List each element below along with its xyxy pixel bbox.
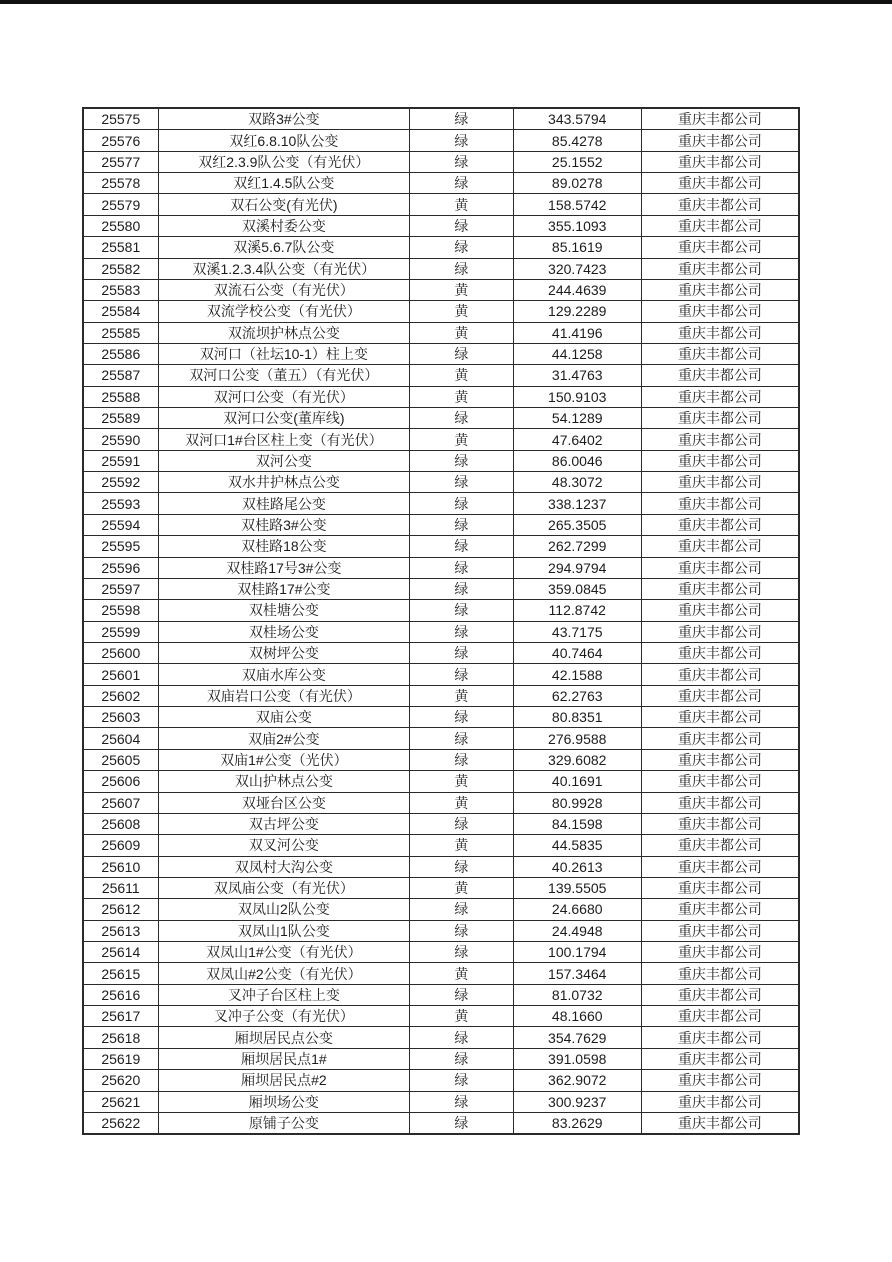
cell-company: 重庆丰都公司 (677, 175, 762, 192)
transformer-table (82, 107, 800, 1135)
table-row (84, 429, 798, 450)
cell-station-name: 双河口（社坛10-1）柱上变 (159, 344, 411, 364)
cell-load-value: 343.5794 (514, 109, 642, 129)
cell-status-color: 绿 (410, 814, 513, 834)
cell-record-id: 25601 (84, 664, 159, 684)
table-row (84, 771, 798, 792)
cell-load-value: 89.0278 (514, 173, 642, 193)
cell-station-name: 双凤山1#公变（有光伏） (159, 942, 411, 962)
table-row (84, 173, 798, 194)
cell-record-id: 25583 (84, 280, 159, 300)
cell-station-name: 双古坪公变 (159, 814, 411, 834)
cell-record-id: 25600 (84, 643, 159, 663)
cell-status-color: 绿 (410, 130, 513, 150)
cell-status-color: 绿 (410, 1070, 513, 1090)
cell-station-name: 叉冲子台区柱上变 (159, 985, 411, 1005)
cell-load-value: 40.2613 (514, 857, 642, 877)
cell-record-id: 25619 (84, 1049, 159, 1069)
cell-record-id: 25581 (84, 237, 159, 257)
cell-status-color: 黄 (410, 1006, 513, 1026)
cell-status-color: 绿 (410, 259, 513, 279)
cell-record-id: 25614 (84, 942, 159, 962)
cell-status-color: 黄 (410, 835, 513, 855)
cell-load-value: 100.1794 (514, 942, 642, 962)
cell-status-color: 黄 (410, 963, 513, 983)
cell-company: 重庆丰都公司 (677, 111, 762, 128)
cell-record-id: 25582 (84, 259, 159, 279)
cell-record-id: 25599 (84, 622, 159, 642)
cell-record-id: 25604 (84, 728, 159, 748)
cell-record-id: 25620 (84, 1070, 159, 1090)
cell-status-color: 绿 (410, 899, 513, 919)
cell-status-color: 黄 (410, 387, 513, 407)
cell-status-color: 绿 (410, 857, 513, 877)
table-row (84, 1092, 798, 1113)
cell-load-value: 54.1289 (514, 408, 642, 428)
cell-station-name: 双桂路尾公变 (159, 493, 411, 513)
cell-load-value: 80.8351 (514, 707, 642, 727)
cell-station-name: 双庙2#公变 (159, 728, 411, 748)
cell-status-color: 绿 (410, 558, 513, 578)
cell-company: 重庆丰都公司 (677, 1093, 762, 1110)
table-row (84, 814, 798, 835)
cell-status-color: 绿 (410, 579, 513, 599)
cell-station-name: 双凤山#2公变（有光伏） (159, 963, 411, 983)
cell-company: 重庆丰都公司 (677, 602, 762, 619)
cell-company: 重庆丰都公司 (677, 495, 762, 512)
cell-status-color: 绿 (410, 707, 513, 727)
cell-station-name: 双路3#公变 (159, 109, 411, 129)
cell-load-value: 150.9103 (514, 387, 642, 407)
cell-load-value: 48.1660 (514, 1006, 642, 1026)
cell-record-id: 25591 (84, 451, 159, 471)
cell-status-color: 绿 (410, 408, 513, 428)
cell-status-color: 绿 (410, 493, 513, 513)
cell-company: 重庆丰都公司 (677, 132, 762, 149)
cell-status-color: 绿 (410, 472, 513, 492)
cell-station-name: 双凤山1队公变 (159, 921, 411, 941)
table-row (84, 579, 798, 600)
cell-company: 重庆丰都公司 (677, 837, 762, 854)
cell-record-id: 25593 (84, 493, 159, 513)
cell-company: 重庆丰都公司 (677, 346, 762, 363)
cell-record-id: 25584 (84, 301, 159, 321)
table-row (84, 109, 798, 130)
table-row (84, 985, 798, 1006)
cell-station-name: 双河口公变(董库线) (159, 408, 411, 428)
cell-load-value: 359.0845 (514, 579, 642, 599)
cell-company: 重庆丰都公司 (677, 687, 762, 704)
cell-status-color: 绿 (410, 451, 513, 471)
cell-load-value: 329.6082 (514, 750, 642, 770)
table-row (84, 1113, 798, 1133)
cell-station-name: 双流石公变（有光伏） (159, 280, 411, 300)
cell-load-value: 157.3464 (514, 963, 642, 983)
cell-company: 重庆丰都公司 (677, 367, 762, 384)
cell-record-id: 25594 (84, 515, 159, 535)
table-row (84, 301, 798, 322)
cell-company: 重庆丰都公司 (677, 880, 762, 897)
cell-company: 重庆丰都公司 (677, 986, 762, 1003)
cell-station-name: 厢坝居民点1# (159, 1049, 411, 1069)
cell-station-name: 双溪5.6.7队公变 (159, 237, 411, 257)
cell-load-value: 276.9588 (514, 728, 642, 748)
cell-station-name: 双河公变 (159, 451, 411, 471)
cell-station-name: 双红6.8.10队公变 (159, 130, 411, 150)
table-row (84, 921, 798, 942)
cell-record-id: 25608 (84, 814, 159, 834)
cell-station-name: 双庙水库公变 (159, 664, 411, 684)
cell-status-color: 绿 (410, 750, 513, 770)
cell-load-value: 300.9237 (514, 1092, 642, 1112)
cell-record-id: 25595 (84, 536, 159, 556)
cell-company: 重庆丰都公司 (677, 452, 762, 469)
cell-load-value: 320.7423 (514, 259, 642, 279)
cell-station-name: 双凤山2队公变 (159, 899, 411, 919)
cell-station-name: 双红1.4.5队公变 (159, 173, 411, 193)
cell-load-value: 112.8742 (514, 600, 642, 620)
cell-company: 重庆丰都公司 (677, 816, 762, 833)
cell-load-value: 129.2289 (514, 301, 642, 321)
cell-company: 重庆丰都公司 (677, 196, 762, 213)
cell-status-color: 绿 (410, 173, 513, 193)
cell-status-color: 绿 (410, 643, 513, 663)
table-row (84, 707, 798, 728)
cell-status-color: 绿 (410, 942, 513, 962)
cell-record-id: 25612 (84, 899, 159, 919)
cell-company: 重庆丰都公司 (677, 751, 762, 768)
table-row (84, 686, 798, 707)
cell-load-value: 85.1619 (514, 237, 642, 257)
cell-station-name: 双桂路17号3#公变 (159, 558, 411, 578)
cell-load-value: 44.5835 (514, 835, 642, 855)
table-row (84, 323, 798, 344)
cell-company: 重庆丰都公司 (677, 666, 762, 683)
cell-load-value: 25.1552 (514, 152, 642, 172)
cell-record-id: 25597 (84, 579, 159, 599)
cell-load-value: 244.4639 (514, 280, 642, 300)
cell-status-color: 绿 (410, 344, 513, 364)
table-row (84, 558, 798, 579)
cell-status-color: 黄 (410, 771, 513, 791)
cell-record-id: 25618 (84, 1027, 159, 1047)
cell-status-color: 绿 (410, 622, 513, 642)
cell-status-color: 黄 (410, 878, 513, 898)
cell-company: 重庆丰都公司 (677, 730, 762, 747)
cell-status-color: 绿 (410, 1092, 513, 1112)
cell-station-name: 双溪村委公变 (159, 216, 411, 236)
window-top-edge-bar (0, 0, 892, 4)
cell-company: 重庆丰都公司 (677, 431, 762, 448)
cell-station-name: 双桂路17#公变 (159, 579, 411, 599)
table-row (84, 152, 798, 173)
cell-record-id: 25585 (84, 323, 159, 343)
cell-status-color: 绿 (410, 109, 513, 129)
cell-station-name: 双河口公变（有光伏） (159, 387, 411, 407)
cell-company: 重庆丰都公司 (677, 538, 762, 555)
table-row (84, 1027, 798, 1048)
table-row (84, 387, 798, 408)
table-row (84, 365, 798, 386)
table-row (84, 622, 798, 643)
cell-company: 重庆丰都公司 (677, 965, 762, 982)
cell-status-color: 绿 (410, 1049, 513, 1069)
cell-station-name: 叉冲子公变（有光伏） (159, 1006, 411, 1026)
cell-load-value: 24.4948 (514, 921, 642, 941)
table-row (84, 536, 798, 557)
cell-company: 重庆丰都公司 (677, 517, 762, 533)
cell-record-id: 25578 (84, 173, 159, 193)
cell-station-name: 双桂场公变 (159, 622, 411, 642)
cell-record-id: 25576 (84, 130, 159, 150)
cell-load-value: 43.7175 (514, 622, 642, 642)
cell-company: 重庆丰都公司 (677, 858, 762, 875)
table-row (84, 472, 798, 493)
table-row (84, 963, 798, 984)
cell-company: 重庆丰都公司 (677, 153, 762, 170)
cell-load-value: 81.0732 (514, 985, 642, 1005)
cell-load-value: 265.3505 (514, 515, 642, 535)
cell-record-id: 25605 (84, 750, 159, 770)
cell-company: 重庆丰都公司 (677, 388, 762, 405)
table-row (84, 835, 798, 856)
cell-company: 重庆丰都公司 (677, 303, 762, 320)
cell-company: 重庆丰都公司 (677, 559, 762, 576)
cell-load-value: 44.1258 (514, 344, 642, 364)
cell-record-id: 25590 (84, 429, 159, 449)
table-row (84, 899, 798, 920)
cell-station-name: 双庙岩口公变（有光伏） (159, 686, 411, 706)
cell-status-color: 绿 (410, 985, 513, 1005)
cell-company: 重庆丰都公司 (677, 474, 762, 491)
cell-load-value: 262.7299 (514, 536, 642, 556)
cell-station-name: 双石公变(有光伏) (159, 194, 411, 214)
cell-load-value: 158.5742 (514, 194, 642, 214)
cell-station-name: 厢坝居民点公变 (159, 1027, 411, 1047)
cell-station-name: 双垭台区公变 (159, 793, 411, 813)
cell-company: 重庆丰都公司 (677, 260, 762, 277)
cell-load-value: 85.4278 (514, 130, 642, 150)
cell-load-value: 355.1093 (514, 216, 642, 236)
table-row (84, 194, 798, 215)
cell-load-value: 294.9794 (514, 558, 642, 578)
cell-status-color: 黄 (410, 323, 513, 343)
cell-load-value: 338.1237 (514, 493, 642, 513)
cell-company: 重庆丰都公司 (677, 623, 762, 640)
cell-station-name: 双溪1.2.3.4队公变（有光伏） (159, 259, 411, 279)
cell-station-name: 双流坝护林点公变 (159, 323, 411, 343)
cell-status-color: 绿 (410, 664, 513, 684)
cell-load-value: 84.1598 (514, 814, 642, 834)
cell-status-color: 绿 (410, 1113, 513, 1133)
cell-company: 重庆丰都公司 (677, 901, 762, 918)
cell-load-value: 48.3072 (514, 472, 642, 492)
cell-station-name: 双山护林点公变 (159, 771, 411, 791)
cell-record-id: 25622 (84, 1113, 159, 1133)
cell-company: 重庆丰都公司 (677, 709, 762, 726)
cell-company: 重庆丰都公司 (677, 1072, 762, 1089)
cell-record-id: 25596 (84, 558, 159, 578)
cell-company: 重庆丰都公司 (677, 239, 762, 256)
cell-load-value: 354.7629 (514, 1027, 642, 1047)
table-row (84, 1070, 798, 1091)
cell-station-name: 厢坝居民点#2 (159, 1070, 411, 1090)
cell-record-id: 25602 (84, 686, 159, 706)
cell-record-id: 25598 (84, 600, 159, 620)
cell-company: 重庆丰都公司 (677, 1050, 762, 1067)
cell-station-name: 双流学校公变（有光伏） (159, 301, 411, 321)
cell-company: 重庆丰都公司 (677, 581, 762, 598)
cell-station-name: 双红2.3.9队公变（有光伏） (159, 152, 411, 172)
cell-load-value: 80.9928 (514, 793, 642, 813)
cell-station-name: 双桂塘公变 (159, 600, 411, 620)
table-row (84, 1049, 798, 1070)
table-row (84, 515, 798, 536)
cell-record-id: 25610 (84, 857, 159, 877)
cell-company: 重庆丰都公司 (677, 1029, 762, 1046)
cell-status-color: 绿 (410, 600, 513, 620)
table-row (84, 259, 798, 280)
cell-station-name: 双河口公变（董五）（有光伏） (159, 365, 411, 385)
table-row (84, 878, 798, 899)
cell-record-id: 25577 (84, 152, 159, 172)
cell-station-name: 双凤村大沟公变 (159, 857, 411, 877)
cell-station-name: 双叉河公变 (159, 835, 411, 855)
cell-load-value: 31.4763 (514, 365, 642, 385)
cell-record-id: 25589 (84, 408, 159, 428)
cell-company: 重庆丰都公司 (677, 645, 762, 662)
cell-status-color: 黄 (410, 194, 513, 214)
cell-status-color: 绿 (410, 237, 513, 257)
cell-load-value: 86.0046 (514, 451, 642, 471)
table-row (84, 280, 798, 301)
cell-load-value: 391.0598 (514, 1049, 642, 1069)
table-row (84, 793, 798, 814)
cell-station-name: 双庙1#公变（光伏） (159, 750, 411, 770)
table-row (84, 750, 798, 771)
cell-status-color: 黄 (410, 429, 513, 449)
cell-load-value: 62.2763 (514, 686, 642, 706)
cell-company: 重庆丰都公司 (677, 773, 762, 790)
cell-load-value: 24.6680 (514, 899, 642, 919)
table-row (84, 408, 798, 429)
cell-record-id: 25603 (84, 707, 159, 727)
cell-company: 重庆丰都公司 (677, 944, 762, 961)
cell-station-name: 双河口1#台区柱上变（有光伏） (159, 429, 411, 449)
table-row (84, 857, 798, 878)
cell-record-id: 25613 (84, 921, 159, 941)
table-row (84, 493, 798, 514)
cell-station-name: 双庙公变 (159, 707, 411, 727)
cell-load-value: 41.4196 (514, 323, 642, 343)
cell-status-color: 黄 (410, 686, 513, 706)
table-row (84, 600, 798, 621)
cell-record-id: 25579 (84, 194, 159, 214)
cell-status-color: 绿 (410, 728, 513, 748)
cell-status-color: 黄 (410, 301, 513, 321)
cell-record-id: 25606 (84, 771, 159, 791)
cell-load-value: 47.6402 (514, 429, 642, 449)
cell-record-id: 25616 (84, 985, 159, 1005)
cell-record-id: 25621 (84, 1092, 159, 1112)
table-row (84, 344, 798, 365)
cell-status-color: 绿 (410, 1027, 513, 1047)
table-row (84, 643, 798, 664)
cell-load-value: 40.7464 (514, 643, 642, 663)
table-row (84, 942, 798, 963)
cell-status-color: 绿 (410, 515, 513, 535)
cell-record-id: 25588 (84, 387, 159, 407)
cell-record-id: 25592 (84, 472, 159, 492)
table-row (84, 728, 798, 749)
cell-company: 重庆丰都公司 (677, 324, 762, 341)
cell-company: 重庆丰都公司 (677, 1008, 762, 1025)
cell-status-color: 黄 (410, 793, 513, 813)
table-row (84, 1006, 798, 1027)
cell-station-name: 双树坪公变 (159, 643, 411, 663)
cell-company: 重庆丰都公司 (677, 217, 762, 234)
cell-status-color: 绿 (410, 152, 513, 172)
cell-station-name: 原铺子公变 (159, 1113, 411, 1133)
cell-record-id: 25586 (84, 344, 159, 364)
table-row (84, 237, 798, 258)
table-row (84, 216, 798, 237)
cell-status-color: 绿 (410, 216, 513, 236)
cell-status-color: 绿 (410, 921, 513, 941)
cell-station-name: 双水井护林点公变 (159, 472, 411, 492)
cell-station-name: 双桂路18公变 (159, 536, 411, 556)
cell-company: 重庆丰都公司 (677, 794, 762, 811)
cell-company: 重庆丰都公司 (677, 922, 762, 939)
cell-load-value: 40.1691 (514, 771, 642, 791)
cell-record-id: 25587 (84, 365, 159, 385)
cell-load-value: 42.1588 (514, 664, 642, 684)
table-row (84, 130, 798, 151)
cell-station-name: 厢坝场公变 (159, 1092, 411, 1112)
cell-station-name: 双桂路3#公变 (159, 515, 411, 535)
cell-record-id: 25580 (84, 216, 159, 236)
table-row (84, 451, 798, 472)
cell-status-color: 绿 (410, 536, 513, 556)
table-row (84, 664, 798, 685)
cell-status-color: 黄 (410, 280, 513, 300)
cell-company: 重庆丰都公司 (677, 410, 762, 427)
cell-company: 重庆丰都公司 (677, 282, 762, 299)
cell-record-id: 25575 (84, 109, 159, 129)
cell-company: 重庆丰都公司 (677, 1115, 762, 1132)
cell-load-value: 83.2629 (514, 1113, 642, 1133)
cell-record-id: 25609 (84, 835, 159, 855)
cell-status-color: 黄 (410, 365, 513, 385)
cell-record-id: 25617 (84, 1006, 159, 1026)
cell-record-id: 25607 (84, 793, 159, 813)
cell-record-id: 25611 (84, 878, 159, 898)
cell-record-id: 25615 (84, 963, 159, 983)
cell-station-name: 双凤庙公变（有光伏） (159, 878, 411, 898)
cell-load-value: 139.5505 (514, 878, 642, 898)
cell-load-value: 362.9072 (514, 1070, 642, 1090)
